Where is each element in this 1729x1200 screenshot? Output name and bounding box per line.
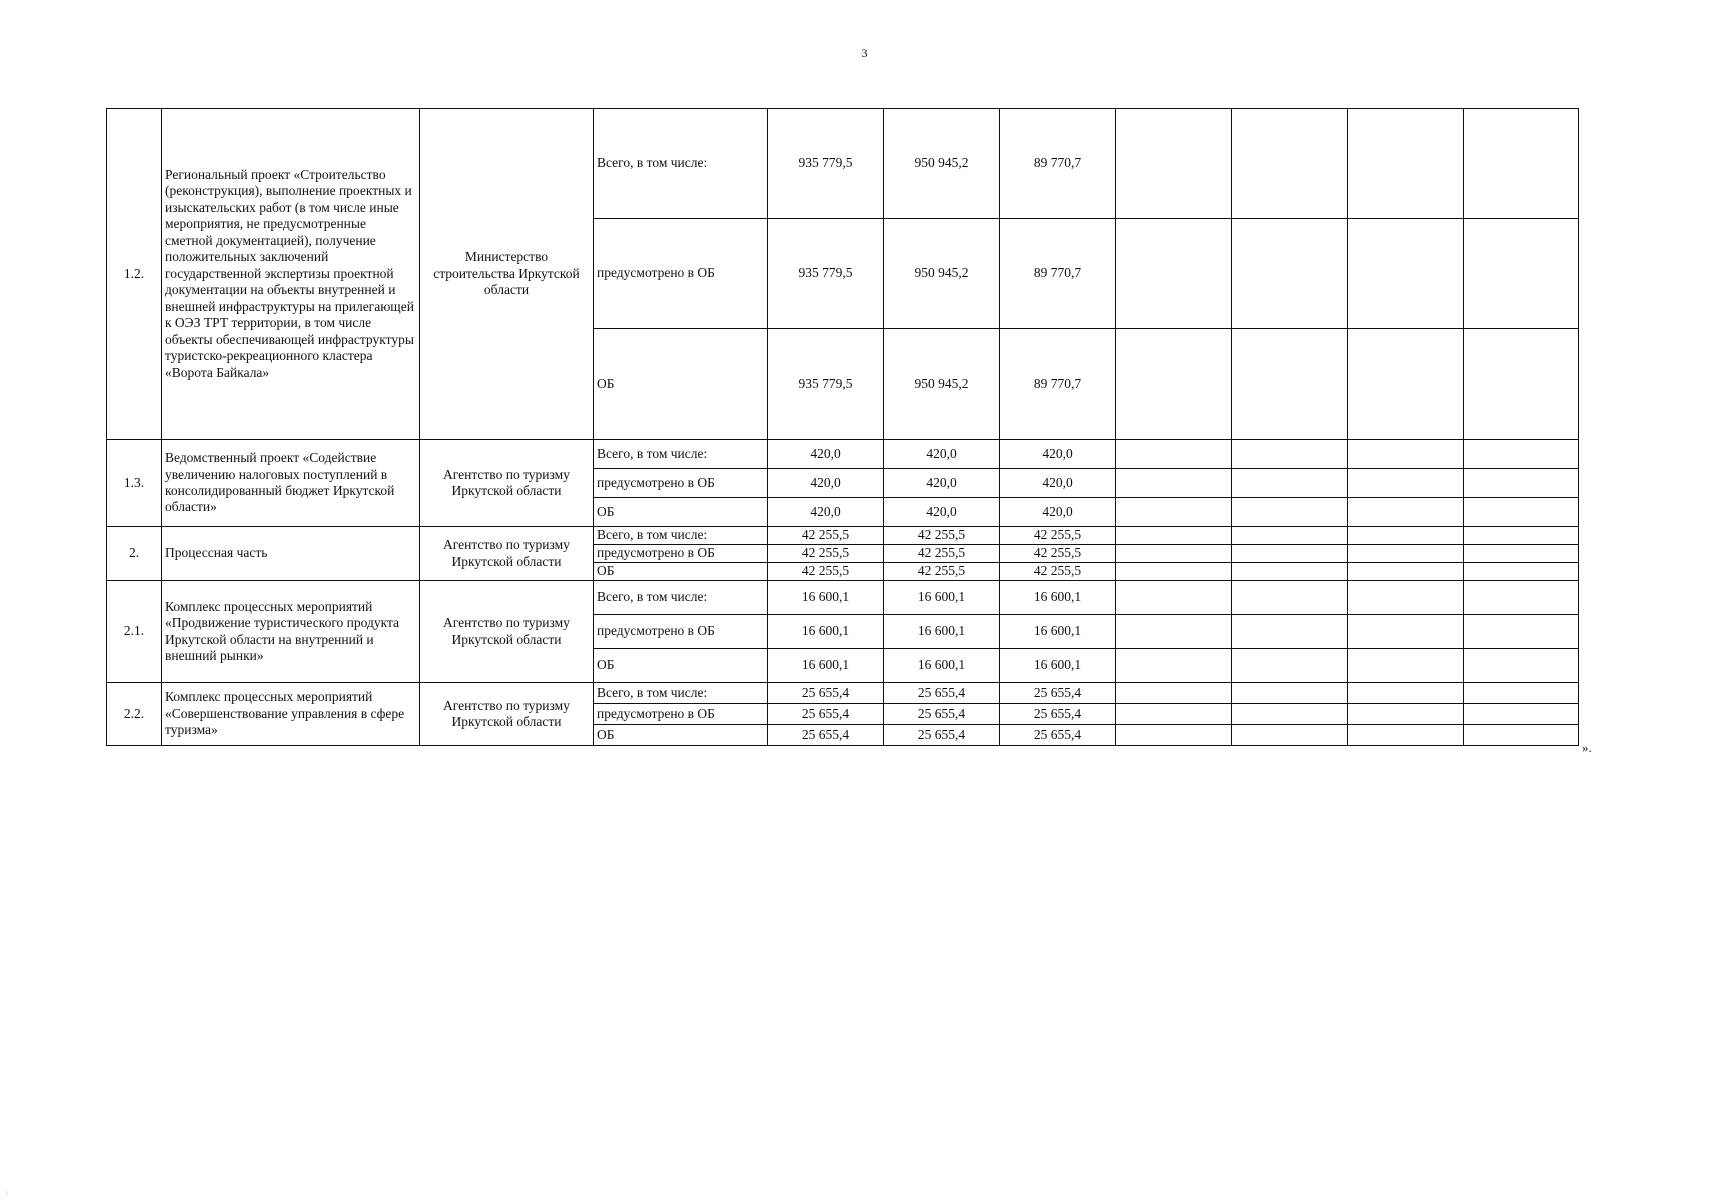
empty-cell: [1348, 469, 1464, 498]
empty-cell: [1464, 649, 1579, 683]
empty-cell: [1348, 545, 1464, 563]
value-cell: 16 600,1: [768, 649, 884, 683]
project-description: Комплекс процессных мероприятий «Совершенствование управления в сфере туризма»: [162, 683, 420, 746]
row-number: 1.3.: [107, 440, 162, 527]
value-cell: 42 255,5: [884, 545, 1000, 563]
empty-cell: [1116, 498, 1232, 527]
empty-cell: [1232, 615, 1348, 649]
empty-cell: [1116, 581, 1232, 615]
value-cell: 420,0: [768, 469, 884, 498]
empty-cell: [1348, 219, 1464, 329]
empty-cell: [1116, 683, 1232, 704]
executor-cell: Агентство по туризму Иркутской области: [420, 683, 594, 746]
table-row: [107, 683, 1579, 704]
empty-cell: [1232, 440, 1348, 469]
empty-cell: [1232, 683, 1348, 704]
empty-cell: [1116, 563, 1232, 581]
empty-cell: [1116, 649, 1232, 683]
value-cell: 25 655,4: [768, 683, 884, 704]
empty-cell: [1464, 615, 1579, 649]
value-cell: 25 655,4: [884, 683, 1000, 704]
value-cell: 42 255,5: [1000, 545, 1116, 563]
value-cell: 16 600,1: [884, 649, 1000, 683]
value-cell: 950 945,2: [884, 329, 1000, 440]
funding-source: ОБ: [594, 329, 768, 440]
empty-cell: [1116, 615, 1232, 649]
empty-cell: [1232, 545, 1348, 563]
value-cell: 420,0: [884, 469, 1000, 498]
value-cell: 42 255,5: [1000, 563, 1116, 581]
value-cell: 950 945,2: [884, 109, 1000, 219]
value-cell: 42 255,5: [768, 563, 884, 581]
funding-source: Всего, в том числе:: [594, 581, 768, 615]
empty-cell: [1348, 498, 1464, 527]
empty-cell: [1348, 615, 1464, 649]
executor-cell: Агентство по туризму Иркутской области: [420, 527, 594, 581]
empty-cell: [1116, 545, 1232, 563]
value-cell: 25 655,4: [884, 725, 1000, 746]
budget-table: [106, 108, 1579, 746]
empty-cell: [1464, 581, 1579, 615]
project-description: Процессная часть: [162, 527, 420, 581]
row-number: 1.2.: [107, 109, 162, 440]
empty-cell: [1464, 469, 1579, 498]
funding-source: Всего, в том числе:: [594, 440, 768, 469]
value-cell: 25 655,4: [1000, 683, 1116, 704]
funding-source: Всего, в том числе:: [594, 527, 768, 545]
value-cell: 420,0: [768, 498, 884, 527]
value-cell: 42 255,5: [884, 563, 1000, 581]
value-cell: 42 255,5: [768, 545, 884, 563]
empty-cell: [1232, 704, 1348, 725]
empty-cell: [1464, 683, 1579, 704]
empty-cell: [1464, 440, 1579, 469]
funding-source: ОБ: [594, 725, 768, 746]
empty-cell: [1348, 440, 1464, 469]
table-row: [107, 440, 1579, 469]
empty-cell: [1232, 581, 1348, 615]
empty-cell: [1348, 329, 1464, 440]
funding-source: ОБ: [594, 563, 768, 581]
value-cell: 89 770,7: [1000, 329, 1116, 440]
empty-cell: [1232, 563, 1348, 581]
table-row: [107, 581, 1579, 615]
empty-cell: [1116, 219, 1232, 329]
empty-cell: [1348, 704, 1464, 725]
funding-source: ОБ: [594, 649, 768, 683]
empty-cell: [1464, 725, 1579, 746]
empty-cell: [1232, 725, 1348, 746]
value-cell: 935 779,5: [768, 219, 884, 329]
empty-cell: [1232, 469, 1348, 498]
empty-cell: [1232, 219, 1348, 329]
empty-cell: [1348, 725, 1464, 746]
executor-cell: Агентство по туризму Иркутской области: [420, 581, 594, 683]
empty-cell: [1348, 581, 1464, 615]
value-cell: 950 945,2: [884, 219, 1000, 329]
value-cell: 420,0: [1000, 440, 1116, 469]
empty-cell: [1232, 329, 1348, 440]
funding-source: предусмотрено в ОБ: [594, 704, 768, 725]
value-cell: 25 655,4: [1000, 725, 1116, 746]
executor-cell: Министерство строительства Иркутской области: [420, 109, 594, 440]
empty-cell: [1116, 704, 1232, 725]
funding-source: Всего, в том числе:: [594, 109, 768, 219]
empty-cell: [1464, 329, 1579, 440]
funding-source: предусмотрено в ОБ: [594, 545, 768, 563]
page-number: 3: [861, 46, 868, 60]
row-number: 2.2.: [107, 683, 162, 746]
value-cell: 25 655,4: [768, 725, 884, 746]
empty-cell: [1348, 109, 1464, 219]
empty-cell: [1232, 498, 1348, 527]
value-cell: 89 770,7: [1000, 219, 1116, 329]
value-cell: 16 600,1: [768, 615, 884, 649]
empty-cell: [1348, 527, 1464, 545]
funding-source: предусмотрено в ОБ: [594, 219, 768, 329]
row-number: 2.: [107, 527, 162, 581]
value-cell: 42 255,5: [1000, 527, 1116, 545]
value-cell: 16 600,1: [884, 581, 1000, 615]
value-cell: 420,0: [1000, 469, 1116, 498]
funding-source: Всего, в том числе:: [594, 683, 768, 704]
empty-cell: [1232, 649, 1348, 683]
closing-quote: ».: [1582, 740, 1592, 755]
project-description: Ведомственный проект «Содействие увеличению налоговых поступлений в консолидированный бюджет Иркутской области»: [162, 440, 420, 527]
value-cell: 420,0: [884, 498, 1000, 527]
empty-cell: [1464, 498, 1579, 527]
executor-cell: Агентство по туризму Иркутской области: [420, 440, 594, 527]
value-cell: 420,0: [1000, 498, 1116, 527]
empty-cell: [1116, 109, 1232, 219]
value-cell: 935 779,5: [768, 109, 884, 219]
empty-cell: [1464, 563, 1579, 581]
empty-cell: [1116, 469, 1232, 498]
empty-cell: [1348, 683, 1464, 704]
empty-cell: [1116, 440, 1232, 469]
value-cell: 420,0: [768, 440, 884, 469]
empty-cell: [1464, 219, 1579, 329]
empty-cell: [1464, 527, 1579, 545]
empty-cell: [1348, 563, 1464, 581]
value-cell: 25 655,4: [768, 704, 884, 725]
empty-cell: [1116, 725, 1232, 746]
value-cell: 25 655,4: [1000, 704, 1116, 725]
empty-cell: [1232, 527, 1348, 545]
value-cell: 25 655,4: [884, 704, 1000, 725]
value-cell: 420,0: [884, 440, 1000, 469]
funding-source: ОБ: [594, 498, 768, 527]
value-cell: 935 779,5: [768, 329, 884, 440]
empty-cell: [1116, 527, 1232, 545]
value-cell: 42 255,5: [884, 527, 1000, 545]
value-cell: 16 600,1: [1000, 615, 1116, 649]
funding-source: предусмотрено в ОБ: [594, 469, 768, 498]
value-cell: 16 600,1: [768, 581, 884, 615]
row-number: 2.1.: [107, 581, 162, 683]
value-cell: 89 770,7: [1000, 109, 1116, 219]
margin-mark: \: [6, 1191, 8, 1197]
project-description: Региональный проект «Строительство (реконструкция), выполнение проектных и изыскательских работ (в том числе иные мероприятия, не предусмотренные сметной документацией), получение положительных заключений государственной экспертизы проектной документации на объекты внутренней и внешней инфраструктуры на прилегающей к ОЭЗ ТРТ территории, в том числе объекты обеспечивающей инфраструктуры туристско-рекреационного кластера «Ворота Байкала»: [162, 109, 420, 440]
project-description: Комплекс процессных мероприятий «Продвижение туристического продукта Иркутской области на внутренний и внешний рынки»: [162, 581, 420, 683]
empty-cell: [1464, 109, 1579, 219]
value-cell: 16 600,1: [884, 615, 1000, 649]
empty-cell: [1348, 649, 1464, 683]
value-cell: 42 255,5: [768, 527, 884, 545]
empty-cell: [1464, 704, 1579, 725]
value-cell: 16 600,1: [1000, 581, 1116, 615]
empty-cell: [1116, 329, 1232, 440]
funding-source: предусмотрено в ОБ: [594, 615, 768, 649]
empty-cell: [1464, 545, 1579, 563]
table-row: [107, 109, 1579, 219]
table-row: [107, 527, 1579, 545]
empty-cell: [1232, 109, 1348, 219]
value-cell: 16 600,1: [1000, 649, 1116, 683]
